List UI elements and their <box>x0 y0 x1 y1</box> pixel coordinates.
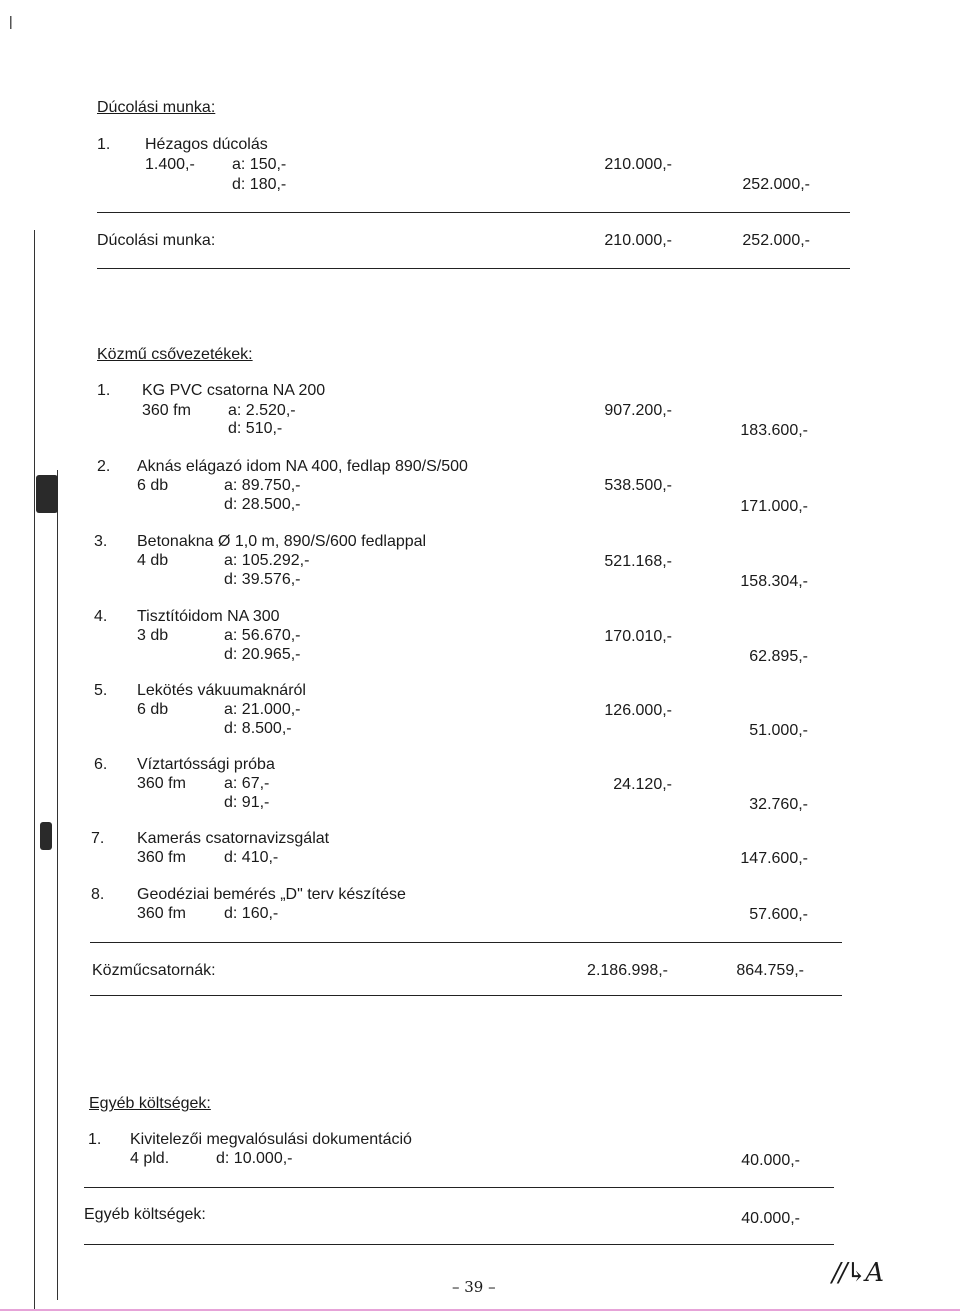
page-edge-line <box>0 1309 960 1311</box>
section-total-material: 210.000,- <box>604 232 672 249</box>
item-title: Betonakna Ø 1,0 m, 890/S/600 fedlappal <box>137 533 427 550</box>
item-quantity: 360 fm <box>137 849 186 866</box>
item-number: 6. <box>94 756 108 773</box>
item-quantity: 3 db <box>137 627 169 644</box>
item-material-unit: a: 89.750,- <box>224 477 301 494</box>
item-labor-unit: d: 10.000,- <box>216 1150 293 1167</box>
item-quantity: 6 db <box>137 477 169 494</box>
item-quantity: 360 fm <box>142 402 191 419</box>
item-number: 1. <box>97 382 111 399</box>
item-material-unit: a: 56.670,- <box>224 627 301 644</box>
item-title: KG PVC csatorna NA 200 <box>142 382 326 399</box>
item-title: Tisztítóidom NA 300 <box>137 608 280 625</box>
item-labor-total: 62.895,- <box>749 648 808 665</box>
section-total-labor: 40.000,- <box>741 1210 800 1227</box>
section-heading-ducolas: Dúcolási munka: <box>97 99 216 116</box>
item-material-total: 521.168,- <box>604 553 672 570</box>
section-total-labor: 252.000,- <box>742 232 810 249</box>
item-number: 4. <box>94 608 108 625</box>
item-quantity: 6 db <box>137 701 169 718</box>
item-labor-unit: d: 20.965,- <box>224 646 301 663</box>
item-quantity: 360 fm <box>137 775 186 792</box>
section-heading-kozmu: Közmű csővezetékek: <box>97 346 253 363</box>
divider <box>90 995 842 996</box>
item-material-unit: a: 2.520,- <box>228 402 296 419</box>
binding-line <box>57 470 58 1300</box>
section-total-label: Egyéb költségek: <box>84 1206 206 1223</box>
item-number: 8. <box>91 886 105 903</box>
hole-punch-mark <box>36 475 58 513</box>
item-material-total: 907.200,- <box>604 402 672 419</box>
item-title: Hézagos dúcolás <box>145 136 268 153</box>
hole-punch-mark <box>40 822 52 850</box>
item-material-unit: a: 67,- <box>224 775 270 792</box>
item-labor-total: 57.600,- <box>749 906 808 923</box>
item-number: 7. <box>91 830 105 847</box>
item-number: 2. <box>97 458 111 475</box>
item-number: 3. <box>94 533 108 550</box>
item-labor-total: 51.000,- <box>749 722 808 739</box>
item-labor-unit: d: 8.500,- <box>224 720 292 737</box>
section-total-labor: 864.759,- <box>736 962 804 979</box>
section-total-material: 2.186.998,- <box>587 962 668 979</box>
item-material-total: 126.000,- <box>604 702 672 719</box>
item-number: 1. <box>97 136 111 153</box>
section-total-label: Dúcolási munka: <box>97 232 216 249</box>
section-heading-egyeb: Egyéb költségek: <box>89 1095 211 1112</box>
item-labor-total: 252.000,- <box>742 176 810 193</box>
item-material-unit: a: 21.000,- <box>224 701 301 718</box>
item-number: 1. <box>88 1131 102 1148</box>
divider <box>84 1244 834 1245</box>
item-labor-total: 171.000,- <box>740 498 808 515</box>
item-title: Aknás elágazó idom NA 400, fedlap 890/S/500 <box>137 458 468 475</box>
item-labor-total: 147.600,- <box>740 850 808 867</box>
item-labor-unit: d: 160,- <box>224 905 279 922</box>
item-title: Kivitelezői megvalósulási dokumentáció <box>130 1131 412 1148</box>
item-labor-unit: d: 39.576,- <box>224 571 301 588</box>
item-quantity: 1.400,- <box>145 156 195 173</box>
item-title: Kamerás csatornavizsgálat <box>137 830 330 847</box>
item-labor-unit: d: 180,- <box>232 176 287 193</box>
item-quantity: 360 fm <box>137 905 186 922</box>
top-mark: | <box>9 13 13 29</box>
item-material-total: 538.500,- <box>604 477 672 494</box>
item-quantity: 4 db <box>137 552 169 569</box>
divider <box>97 268 850 269</box>
item-labor-unit: d: 410,- <box>224 849 279 866</box>
item-material-total: 170.010,- <box>604 628 672 645</box>
binding-line <box>34 230 35 1310</box>
signature: //↳A <box>832 1258 883 1288</box>
section-total-label: Közműcsatornák: <box>92 962 216 979</box>
item-labor-unit: d: 28.500,- <box>224 496 301 513</box>
item-title: Víztartóssági próba <box>137 756 275 773</box>
item-material-total: 210.000,- <box>604 156 672 173</box>
item-material-unit: a: 105.292,- <box>224 552 310 569</box>
item-title: Geodéziai bemérés „D" terv készítése <box>137 886 406 903</box>
page-number: – 39 – <box>452 1278 496 1296</box>
divider <box>84 1187 834 1188</box>
item-material-total: 24.120,- <box>613 776 672 793</box>
item-number: 5. <box>94 682 108 699</box>
divider <box>90 942 842 943</box>
divider <box>97 212 850 213</box>
item-title: Lekötés vákuumaknáról <box>137 682 306 699</box>
item-labor-unit: d: 91,- <box>224 794 270 811</box>
item-labor-total: 158.304,- <box>740 573 808 590</box>
item-material-unit: a: 150,- <box>232 156 287 173</box>
item-labor-unit: d: 510,- <box>228 420 283 437</box>
item-labor-total: 183.600,- <box>740 422 808 439</box>
item-labor-total: 40.000,- <box>741 1152 800 1169</box>
item-quantity: 4 pld. <box>130 1150 170 1167</box>
item-labor-total: 32.760,- <box>749 796 808 813</box>
